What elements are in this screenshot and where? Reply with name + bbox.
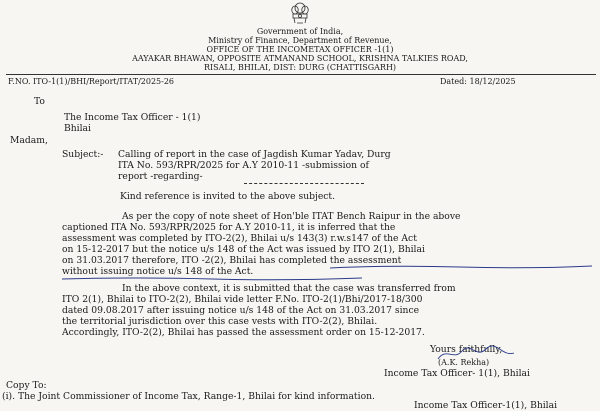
letterhead-line-2: Ministry of Finance, Department of Revenue,: [208, 36, 392, 45]
file-number: F.NO. ITO-1(1)/BHI/Report/ITAT/2025-26: [8, 77, 175, 86]
para1-line-6: without issuing notice u/s 148 of the Act.: [62, 266, 254, 277]
reference-line: Kind reference is invited to the above subject.: [120, 191, 336, 202]
addressee-line-1: The Income Tax Officer - 1(1): [64, 112, 201, 123]
handwritten-underline-2: [62, 275, 362, 283]
para1-line-5: on 31.03.2017 therefore, ITO -2(2), Bhilai has completed the assessment: [62, 255, 402, 266]
para2-line-2: ITO 2(1), Bhilai to ITO-2(2), Bhilai vide letter F.No. ITO-2(1)/Bhi/2017-18/300: [62, 294, 423, 305]
letterhead-line-3: OFFICE OF THE INCOMETAX OFFICER -1(1): [206, 45, 394, 54]
para2-line-1: In the above context, it is submitted that the case was transferred from: [122, 283, 456, 294]
para2-line-3: dated 09.08.2017 after issuing notice u/s 148 of the Act on 31.03.2017 since: [62, 305, 420, 316]
letter-date: Dated: 18/12/2025: [440, 77, 516, 86]
addressee-line-2: Bhilai: [64, 123, 91, 134]
subject-divider: [244, 183, 364, 184]
letterhead-divider: [6, 74, 596, 75]
subject-line-2: ITA No. 593/RPR/2025 for A.Y 2010-11 -submission of: [118, 160, 369, 171]
signature-mark: [436, 345, 516, 363]
letterhead-line-1: Government of India,: [256, 27, 344, 36]
para2-line-4: the territorial jurisdiction over this case vests with ITO-2(2), Bhilai.: [62, 316, 378, 327]
para1-line-1: As per the copy of note sheet of Hon'ble ITAT Bench Raipur in the above: [122, 211, 461, 222]
para1-line-4: on 15-12-2017 but the notice u/s 148 of the Act was issued by ITO 2(1), Bhilai: [62, 244, 425, 255]
para1-line-2: captioned ITA No. 593/RPR/2025 for A.Y 2010-11, it is inferred that the: [62, 222, 396, 233]
letterhead-line-5: RISALI, BHILAI, DIST: DURG (CHATTISGARH): [203, 63, 397, 72]
subject-line-1: Calling of report in the case of Jagdish Kumar Yadav, Durg: [118, 149, 391, 160]
para1-line-3: assessment was completed by ITO-2(2), Bhilai u/s 143(3) r.w.s147 of the Act: [62, 233, 417, 244]
copy-item-1: (i). The Joint Commissioner of Income Tax, Range-1, Bhilai for kind information.: [2, 391, 375, 402]
copy-to-label: Copy To:: [6, 380, 47, 391]
letterhead-line-4: AAYAKAR BHAWAN, OPPOSITE ATMANAND SCHOOL, KRISHNA TALKIES ROAD,: [132, 54, 468, 63]
signatory-title: Income Tax Officer- 1(1), Bhilai: [384, 368, 530, 379]
subject-line-3: report -regarding-: [118, 171, 203, 182]
handwritten-underline: [330, 262, 592, 272]
to-label: To: [34, 96, 45, 107]
salutation: Madam,: [10, 135, 48, 146]
state-emblem-icon: [289, 1, 311, 25]
closing: Yours faithfully,: [430, 344, 503, 355]
footer-signatory: Income Tax Officer-1(1), Bhilai: [414, 400, 558, 411]
para2-line-5: Accordingly, ITO-2(2), Bhilai has passed the assessment order on 15-12-2017.: [62, 327, 425, 338]
signatory-name: (A.K. Rekha): [438, 358, 490, 367]
subject-label: Subject:-: [62, 149, 104, 160]
